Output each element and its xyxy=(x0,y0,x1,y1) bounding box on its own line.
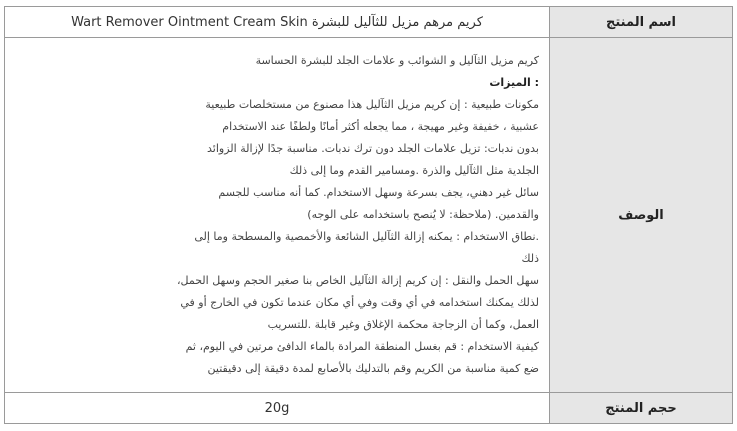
feature-natural-ingredients: مكونات طبيعية : إن كريم مزيل الثآليل هذا مصنوع من مستخلصات طبيعية عشبية ، خفيفة وغير مهيجة ، مما يجعله أكثر أمانًا ولطفًا عند الاستخدام xyxy=(205,98,539,133)
product-name-value: كريم مرهم مزيل للثآليل للبشرة Wart Remover Ointment Cream Skin xyxy=(71,15,483,30)
feature-non-greasy: سائل غير دهني، يجف بسرعة وسهل الاستخدام. كما أنه مناسب للجسم والقدمين. (ملاحظة: لا يُنصح باستخدامه على الوجه) xyxy=(218,186,539,221)
features-heading: : الميزات xyxy=(489,76,539,89)
product-description-label: الوصف xyxy=(550,38,733,393)
product-size-value: 20g xyxy=(264,401,290,416)
feature-how-to-use: كيفية الاستخدام : قم بغسل المنطقة المرادة بالماء الدافئ مرتين في اليوم، ثم ضع كمية مناسبة من الكريم وقم بالتدليك بالأصابع لمدة دقيقة إلى دقيقتين xyxy=(185,340,539,375)
product-spec-table-container xyxy=(4,6,733,424)
product-size-label: حجم المنتج xyxy=(550,393,733,424)
product-size-row xyxy=(5,393,733,424)
product-spec-table xyxy=(4,6,733,424)
product-description-row xyxy=(5,38,733,393)
feature-usage-range: .نطاق الاستخدام : يمكنه إزالة الثآليل الشائعة والأخمصية والمسطحة وما إلى ذلك xyxy=(194,230,539,265)
feature-no-scars: بدون ندبات: تزيل علامات الجلد دون ترك ندبات. مناسبة جدًا لإزالة الزوائد الجلدية مثل الثآليل والذرة .ومسامير القدم وما إلى ذلك xyxy=(207,142,539,177)
product-description-cell xyxy=(5,38,550,393)
feature-portable: سهل الحمل والنقل : إن كريم إزالة الثآليل الخاص بنا صغير الحجم وسهل الحمل، لذلك يمكنك استخدامه في أي وقت وفي أي مكان عندما تكون في الخارج أو في العمل، وكما أن الزجاجة محكمة الإغلاق وغير قابلة .للتسريب xyxy=(176,274,539,331)
description-intro: كريم مزيل الثآليل و الشوائب و علامات الجلد للبشرة الحساسة xyxy=(255,54,539,67)
product-name-label: اسم المنتج xyxy=(550,7,733,38)
product-size-cell xyxy=(5,393,550,424)
product-name-cell xyxy=(5,7,550,38)
product-name-row xyxy=(5,7,733,38)
